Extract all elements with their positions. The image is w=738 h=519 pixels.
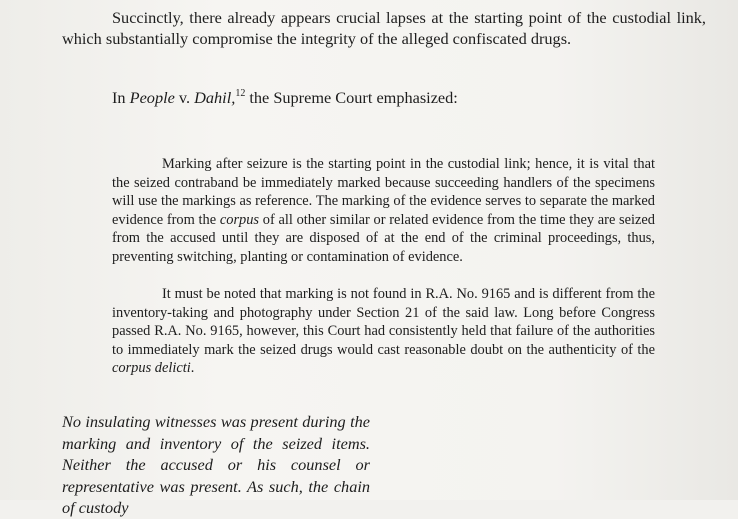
- quote1-text-after: of all other similar or related evidence from the time they are seized from the accused until they are disposed of at the end of the criminal proceedings, thus, preventing switching, planting or contamination of evidence.: [112, 211, 656, 265]
- quote1-text-before: Marking after seizure is the starting point in the custodial link; hence, it is vital that the seized contraband be immediately marked because succeeding handlers of the specimens will use the markings as reference. The marking of the evidence serves to separate the marked evidence from the: [112, 156, 655, 228]
- paragraph-succinctly: Succinctly, there already appears crucial lapses at the starting point of the custodial link, which substantially compromise the integrity of the alleged confiscated drugs.: [62, 8, 706, 48]
- quote2-italic-corpus-delicti: corpus delicti: [112, 360, 191, 377]
- sidebar-italic-paragraph: No insulating witnesses was present during the marking and inventory of the seized items. Neither the accused or his counsel or representative was present. As such, the chain of custody: [62, 412, 370, 517]
- quote1-italic-corpus: corpus: [219, 211, 260, 228]
- case-name-people: People: [129, 88, 175, 107]
- intro-text: In: [112, 88, 130, 107]
- quote2-text-after: .: [190, 360, 195, 377]
- paragraph-people-v-dahil: [112, 88, 712, 109]
- footnote-marker: 12: [235, 88, 246, 99]
- intro-suffix: the Supreme Court emphasized:: [245, 88, 458, 107]
- quote2-text-before: It must be noted that marking is not found in R.A. No. 9165 and is different from the inventory-taking and photography under Section 21 of the said law. Long before Congress passed R.A. No. 9165, however, this Court had consistently held that failure of the authorities to immediately mark the seized drugs would cast reasonable doubt on the authenticity of the: [112, 286, 655, 358]
- case-name-dahil: Dahil,: [194, 88, 236, 107]
- block-quote-marking: [112, 155, 655, 267]
- block-quote-ra-9165: [112, 285, 655, 378]
- case-versus: v.: [174, 88, 195, 107]
